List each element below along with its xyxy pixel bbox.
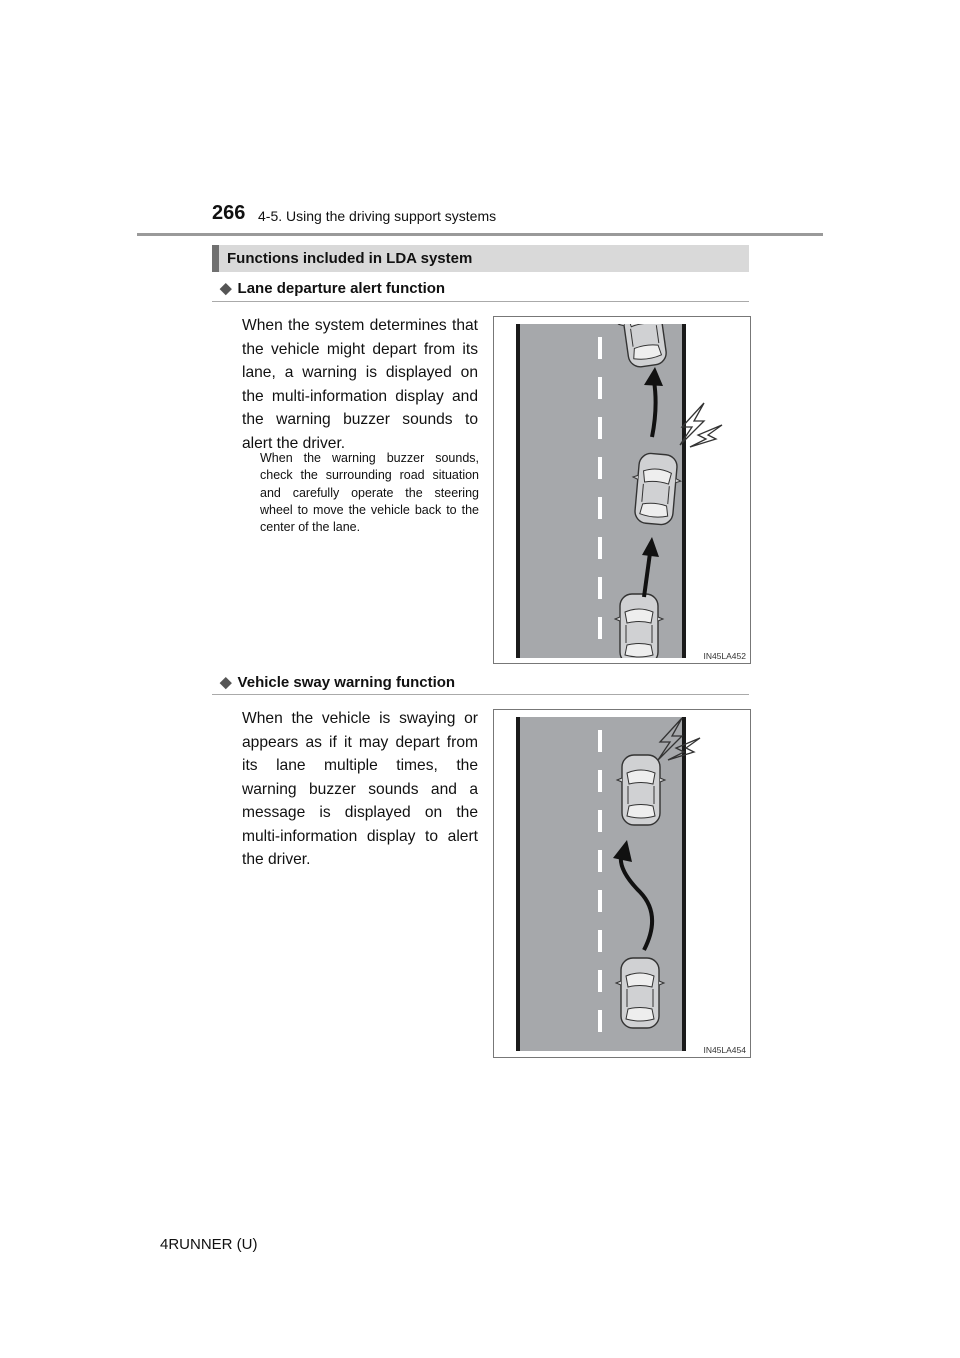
model-footer: 4RUNNER (U) (160, 1236, 258, 1253)
vehicle-sway-body: When the vehicle is swaying or appears as if it may depart from its lane multiple times, the warning buzzer sounds and a message is displayed on the multi-information display to alert the driver. (242, 710, 478, 868)
left-edge-line (516, 324, 520, 658)
right-edge-line (682, 324, 686, 658)
lane-departure-illustration (494, 317, 750, 663)
car-icon (616, 958, 664, 1028)
lane-departure-heading-text: Lane departure alert function (237, 280, 446, 297)
section-title: 4-5. Using the driving support systems (258, 208, 497, 224)
figure-id: IN45LA452 (703, 651, 746, 661)
lightning-warning-icon (680, 403, 722, 447)
diamond-bullet-icon: ◆ (220, 674, 232, 691)
left-edge-line (516, 717, 520, 1051)
page-number: 266 (212, 202, 246, 224)
vehicle-sway-illustration (494, 710, 750, 1057)
figure-id: IN45LA454 (703, 1045, 746, 1055)
lane-departure-note: When the warning buzzer sounds, check the surrounding road situation and carefully operate the steering wheel to move the vehicle back to the center of the lane. (260, 451, 479, 535)
subheading-rule (212, 301, 749, 302)
vehicle-sway-heading-text: Vehicle sway warning function (237, 674, 456, 691)
section-heading: Functions included in LDA system (227, 250, 473, 267)
car-icon (615, 594, 663, 663)
section-heading-bar (212, 245, 749, 272)
lane-departure-body: When the system determines that the vehicle might depart from its lane, a warning is displayed on the multi-information display and the warning buzzer sounds to alert the driver. (242, 317, 478, 452)
car-icon (617, 755, 665, 825)
lane-departure-heading (220, 279, 445, 303)
diamond-bullet-icon: ◆ (220, 280, 232, 297)
right-edge-line (682, 717, 686, 1051)
subheading-rule (212, 694, 749, 695)
vehicle-sway-figure (493, 709, 751, 1058)
lane-departure-figure (493, 316, 751, 664)
header-rule (137, 233, 823, 236)
